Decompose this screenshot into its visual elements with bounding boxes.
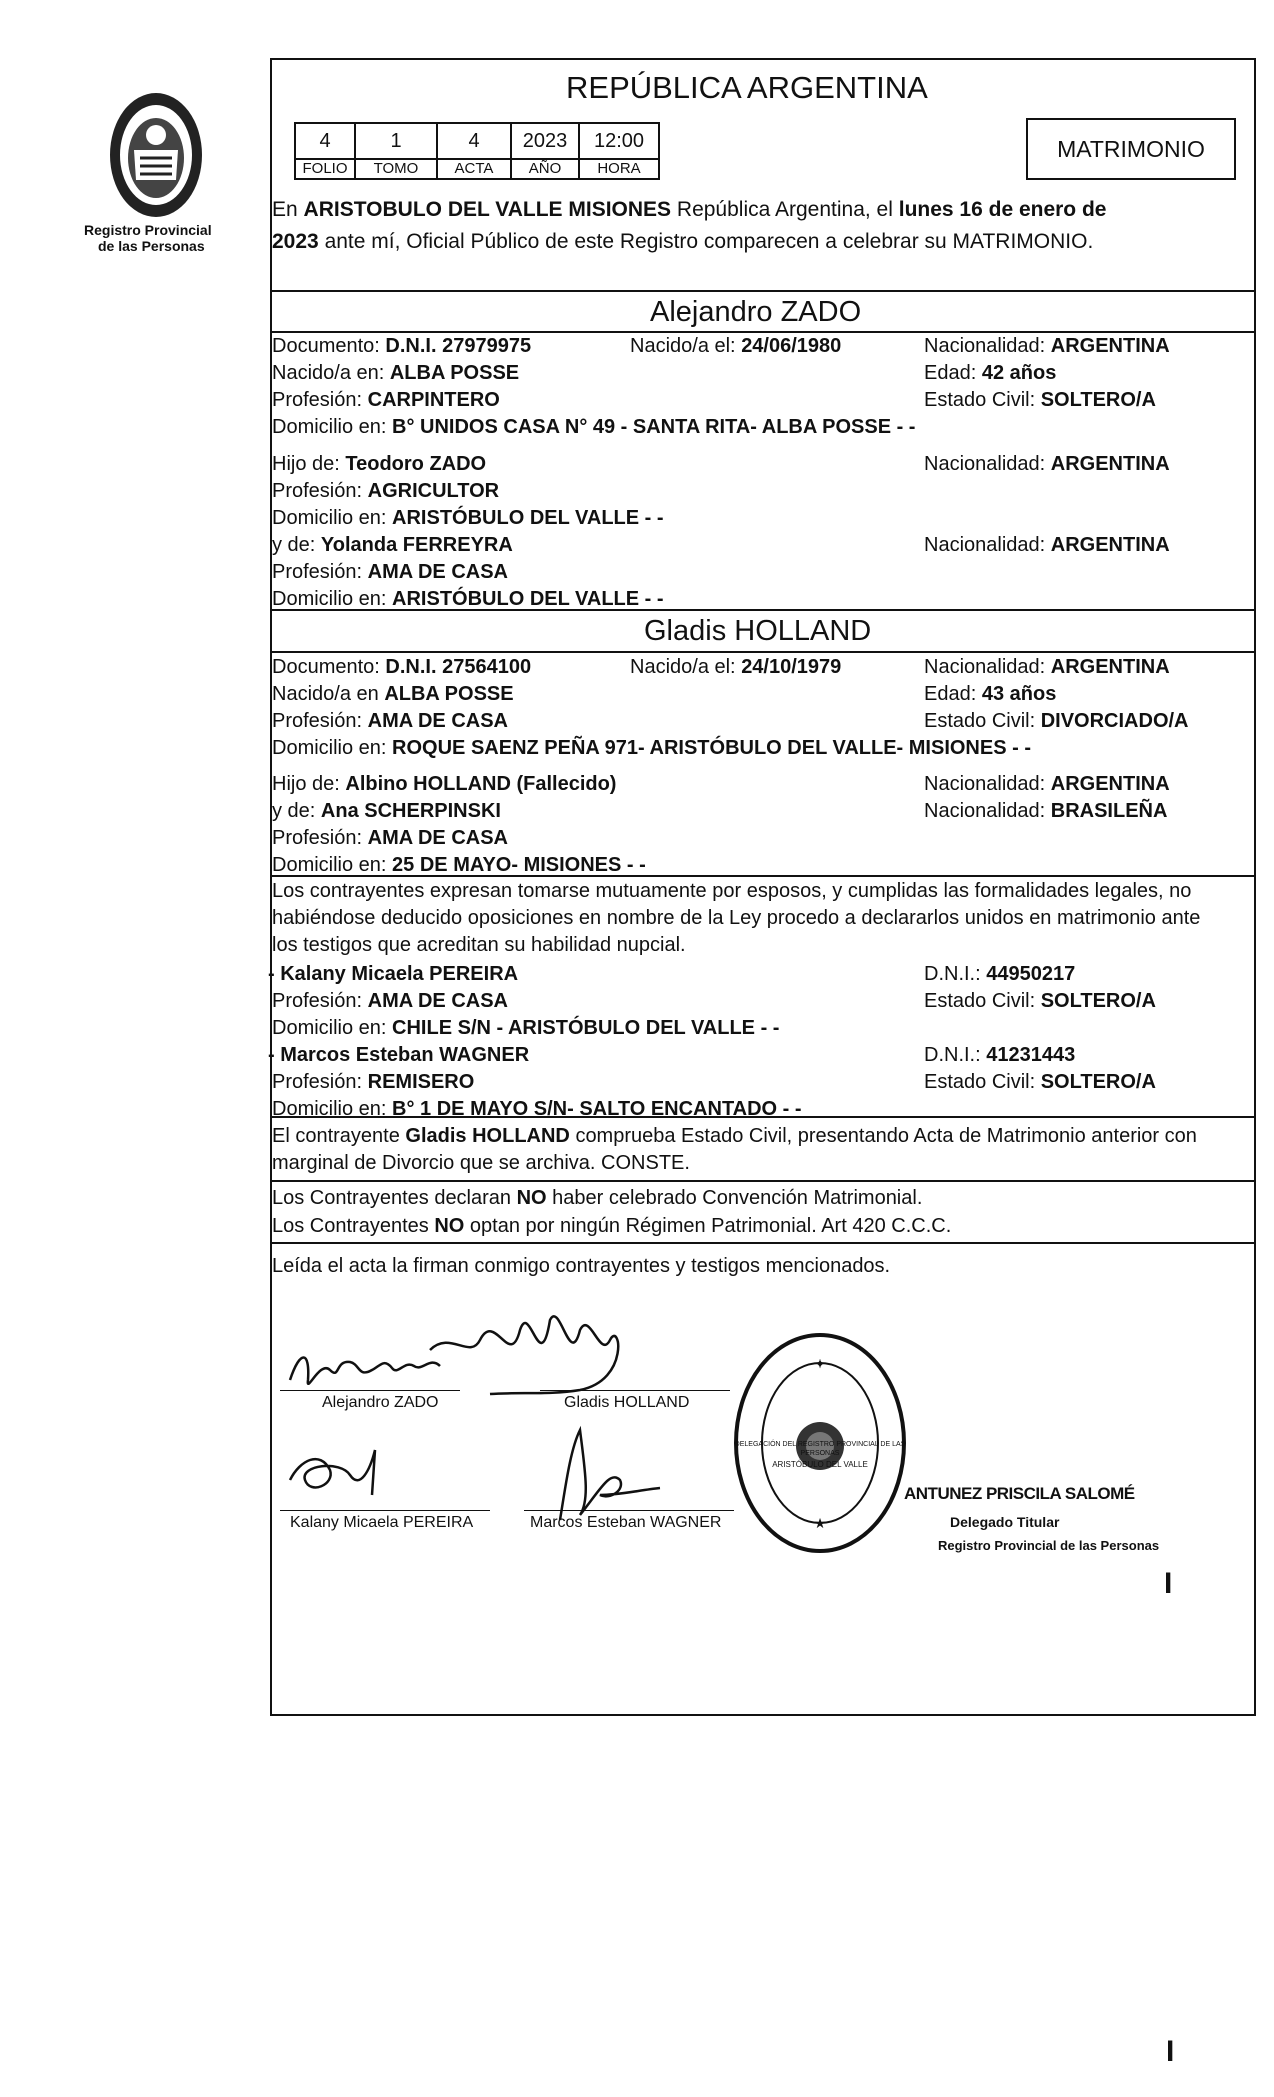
country-title: REPÚBLICA ARGENTINA <box>566 70 928 105</box>
c2-padre-nacionalidad: Nacionalidad: ARGENTINA <box>924 773 1170 795</box>
convencion-line1: Los Contrayentes declaran NO haber celebrado Convención Matrimonial. <box>272 1187 923 1209</box>
svg-text:★: ★ <box>813 1515 827 1531</box>
c1-nacido-el: Nacido/a el: 24/06/1980 <box>630 335 842 357</box>
testigo1-estado: Estado Civil: SOLTERO/A <box>924 990 1156 1012</box>
c2-profesion: Profesión: AMA DE CASA <box>272 710 508 732</box>
c2-estado-civil: Estado Civil: DIVORCIADO/A <box>924 710 1189 732</box>
testigo1-profesion: Profesión: AMA DE CASA <box>272 990 508 1012</box>
nota-estado-line2: marginal de Divorcio que se archiva. CONSTE. <box>272 1152 690 1174</box>
c2-edad: Edad: 43 años <box>924 683 1057 705</box>
anio-label: AÑO <box>510 158 580 180</box>
nota-estado-line1: El contrayente Gladis HOLLAND comprueba Estado Civil, presentando Acta de Matrimonio anterior con <box>272 1125 1197 1147</box>
c1-documento: Documento: D.N.I. 27979975 <box>272 335 532 357</box>
c1-padre: Hijo de: Teodoro ZADO <box>272 453 487 475</box>
margin-mark-2: I <box>1166 2035 1175 2068</box>
c1-madre-profesion: Profesión: AMA DE CASA <box>272 561 508 583</box>
signature-line-3 <box>280 1510 490 1511</box>
testigo1-domicilio: Domicilio en: CHILE S/N - ARISTÓBULO DEL VALLE - - <box>272 1017 780 1039</box>
testigo2-domicilio: Domicilio en: B° 1 DE MAYO S/N- SALTO ENCANTADO - - <box>272 1098 802 1120</box>
signature-label-4: Marcos Esteban WAGNER <box>530 1514 722 1531</box>
c1-madre: y de: Yolanda FERREYRA <box>272 534 513 556</box>
acta-value: 4 <box>436 122 512 160</box>
acta-label: ACTA <box>436 158 512 180</box>
officer-org: Registro Provincial de las Personas <box>938 1538 1160 1553</box>
c1-madre-domicilio: Domicilio en: ARISTÓBULO DEL VALLE - - <box>272 588 664 610</box>
signature-line-1 <box>280 1390 460 1391</box>
tomo-label: TOMO <box>354 158 438 180</box>
rule-c1-top <box>270 331 1256 333</box>
signature-scribbles <box>280 1300 800 1540</box>
c2-domicilio: Domicilio en: ROQUE SAENZ PEÑA 971- ARISTÓBULO DEL VALLE- MISIONES - - <box>272 737 1031 759</box>
testigo1-dni: D.N.I.: 44950217 <box>924 963 1076 985</box>
c1-nacido-en: Nacido/a en: ALBA POSSE <box>272 362 520 384</box>
logo <box>96 80 216 220</box>
rule-conv-top <box>270 1180 1256 1182</box>
intro-date: lunes 16 de enero de <box>898 198 1107 221</box>
c2-madre-profesion: Profesión: AMA DE CASA <box>272 827 508 849</box>
c1-madre-nacionalidad: Nacionalidad: ARGENTINA <box>924 534 1170 556</box>
signature-holland <box>430 1316 618 1394</box>
signature-line-2 <box>540 1390 730 1391</box>
c2-nacionalidad: Nacionalidad: ARGENTINA <box>924 656 1170 678</box>
intro-line2: 2023 ante mí, Oficial Público de este Registro comparecen a celebrar su MATRIMONIO. <box>272 230 1094 253</box>
act-type: MATRIMONIO <box>1057 136 1205 162</box>
folio-label: FOLIO <box>294 158 356 180</box>
contrayente1-name: Alejandro ZADO <box>650 296 862 328</box>
c1-estado-civil: Estado Civil: SOLTERO/A <box>924 389 1156 411</box>
hora-value: 12:00 <box>578 122 660 160</box>
officer-name: ANTUNEZ PRISCILA SALOMÉ <box>904 1484 1135 1503</box>
folio-value: 4 <box>294 122 356 160</box>
c2-padre: Hijo de: Albino HOLLAND (Fallecido) <box>272 773 617 795</box>
rule-cierre-top <box>270 1242 1256 1244</box>
testigo2-dni: D.N.I.: 41231443 <box>924 1044 1076 1066</box>
logo-label-line1: Registro Provincial <box>84 222 212 238</box>
c1-padre-domicilio: Domicilio en: ARISTÓBULO DEL VALLE - - <box>272 507 664 529</box>
c2-madre-nacionalidad: Nacionalidad: BRASILEÑA <box>924 800 1168 822</box>
anio-value: 2023 <box>510 122 580 160</box>
c1-edad: Edad: 42 años <box>924 362 1057 384</box>
intro-place: ARISTOBULO DEL VALLE MISIONES <box>303 198 672 221</box>
c1-nacionalidad: Nacionalidad: ARGENTINA <box>924 335 1170 357</box>
hora-label: HORA <box>578 158 660 180</box>
signature-label-3: Kalany Micaela PEREIRA <box>290 1514 474 1531</box>
rule-intro-bottom <box>270 290 1256 292</box>
testigo1-name: - Kalany Micaela PEREIRA <box>268 963 519 985</box>
signature-wagner <box>560 1430 660 1520</box>
stamp-ring-text: DELEGACIÓN DEL REGISTRO PROVINCIAL DE LAS PERSONAS <box>734 1441 906 1457</box>
convencion-line2: Los Contrayentes NO optan por ningún Régimen Patrimonial. Art 420 C.C.C. <box>272 1215 952 1237</box>
svg-text:✦: ✦ <box>814 1357 826 1371</box>
intro-line1: En ARISTOBULO DEL VALLE MISIONES República Argentina, el lunes 16 de enero de <box>272 198 1107 221</box>
testigo2-estado: Estado Civil: SOLTERO/A <box>924 1071 1156 1093</box>
testigo2-profesion: Profesión: REMISERO <box>272 1071 475 1093</box>
signature-pereira <box>290 1450 375 1495</box>
logo-label-line2: de las Personas <box>98 238 205 254</box>
c1-profesion: Profesión: CARPINTERO <box>272 389 500 411</box>
signature-label-1: Alejandro ZADO <box>322 1394 439 1411</box>
c1-padre-nacionalidad: Nacionalidad: ARGENTINA <box>924 453 1170 475</box>
cierre: Leída el acta la firman conmigo contrayentes y testigos mencionados. <box>272 1255 891 1277</box>
contrayente2-name: Gladis HOLLAND <box>644 615 872 647</box>
c2-nacido-el: Nacido/a el: 24/10/1979 <box>630 656 842 678</box>
tomo-value: 1 <box>354 122 438 160</box>
provincial-seal-icon <box>96 80 216 220</box>
signature-line-4 <box>524 1510 734 1511</box>
declaracion-line1: Los contrayentes expresan tomarse mutuamente por esposos, y cumplidas las formalidades legales, no <box>272 880 1192 902</box>
testigo2-name: - Marcos Esteban WAGNER <box>268 1044 530 1066</box>
officer-title: Delegado Titular <box>950 1514 1060 1530</box>
margin-mark-1: I <box>1164 1567 1173 1600</box>
c2-madre-domicilio: Domicilio en: 25 DE MAYO- MISIONES - - <box>272 854 646 876</box>
c1-domicilio: Domicilio en: B° UNIDOS CASA N° 49 - SANTA RITA- ALBA POSSE - - <box>272 416 916 438</box>
c1-padre-profesion: Profesión: AGRICULTOR <box>272 480 500 502</box>
declaracion-line3: los testigos que acreditan su habilidad nupcial. <box>272 934 686 956</box>
signature-zado <box>290 1358 440 1384</box>
c2-madre: y de: Ana SCHERPINSKI <box>272 800 501 822</box>
stamp-inner-text: ARISTÓBULO DEL VALLE <box>772 1460 868 1469</box>
c2-documento: Documento: D.N.I. 27564100 <box>272 656 532 678</box>
act-type-box <box>1026 118 1236 180</box>
declaracion-line2: habiéndose deducido oposiciones en nombre de la Ley procedo a declararlos unidos en matrimonio ante <box>272 907 1201 929</box>
signature-label-2: Gladis HOLLAND <box>564 1394 690 1411</box>
rule-c2-head <box>270 651 1256 653</box>
c2-nacido-en: Nacido/a en ALBA POSSE <box>272 683 514 705</box>
